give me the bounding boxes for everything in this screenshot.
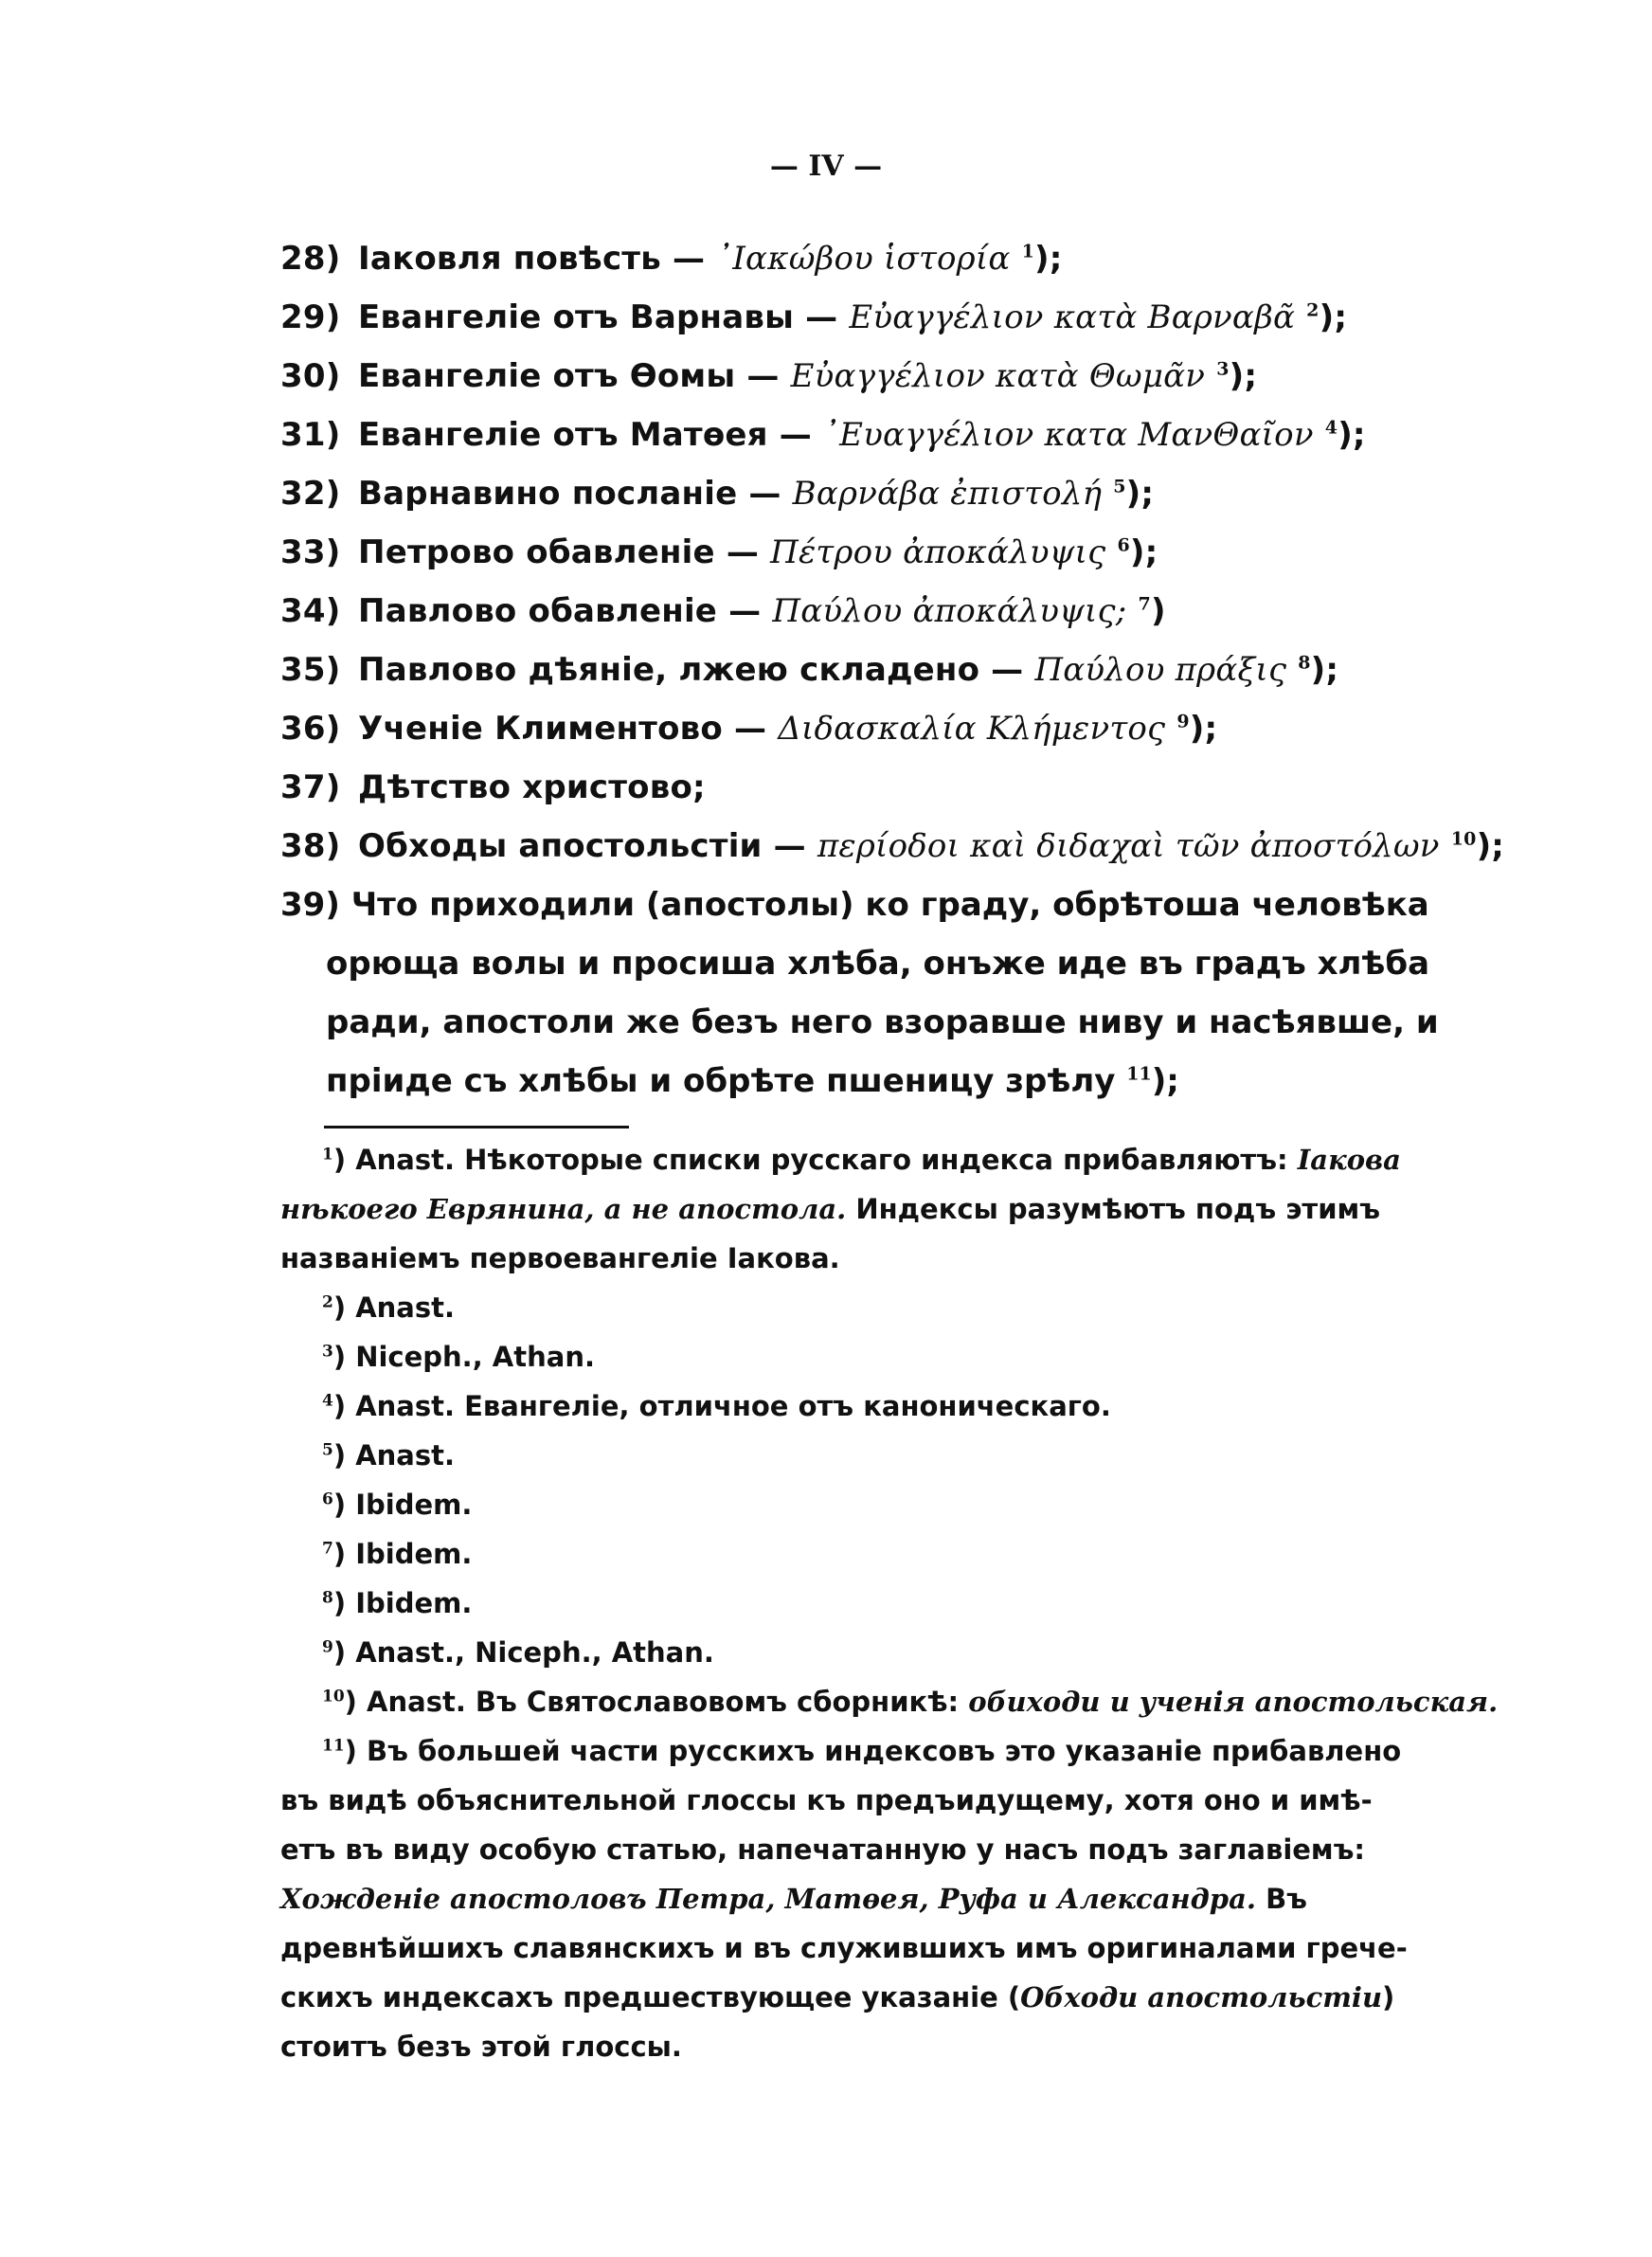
footnote-ref: 10 xyxy=(1450,828,1477,850)
footnote: $^7$) Ibidem. xyxy=(322,1538,473,1570)
footnote-ref: 5 xyxy=(1113,476,1126,497)
list-item: 37) Дѣтство христово; xyxy=(280,768,706,806)
list-item: 36) Ученiе Климентово — Διδασκαλία Κλήμεντος $^9$); xyxy=(280,710,1218,748)
list-item: 32) Варнавино посланiе — Βαρνάβα ἐπιστολή $^5$); xyxy=(280,475,1155,513)
list-item: 35) Павлово дѣянiе, лжею складено — Παύλου πράξις $^8$); xyxy=(280,651,1339,689)
footnote-ref: 8 xyxy=(1298,652,1311,674)
footnote: $^4$) Anast. Евангелiе, отличное отъ каноническаго. xyxy=(322,1390,1111,1422)
list-item-39: 39) Что приходили (апостолы) ко граду, обрѣтоша человѣка орюща волы и просиша хлѣба, онъже иде въ градъ хлѣба ради, апостоли же безъ него взоравше ниву и насѣявше, и прiиде съ хлѣбы и обрѣте пшеницу зрѣлу $^{11}$); xyxy=(280,886,1439,1100)
footnote: $^2$) Anast. xyxy=(322,1291,456,1324)
footnote-ref: 7 xyxy=(1138,593,1151,615)
list-item: 29) Евангелiе отъ Варнавы — Εὐαγγέλιον κατὰ Βαρναβᾶ $^2$); xyxy=(280,298,1348,336)
footnote: $^9$) Anast., Niceph., Athan. xyxy=(322,1636,714,1669)
footnote: $^{11}$) Въ большей части русскихъ индексовъ это указанiе прибавлено въ видѣ объяснительной глоссы къ предъидущему, хотя оно и имѣ- етъ въ виду особую статью, напечатанную у насъ подъ заглавiемъ: Хожденiе апостоловъ Петра, Матѳея, Руфа и Александра. Въ древнѣйшихъ славянскихъ и въ служившихъ имъ оригиналами грече- скихъ индексахъ предшествующее указанiе (Обходи апостольстiи) стоитъ безъ этой глоссы. xyxy=(280,1735,1408,2063)
list-item: 34) Павлово обавленiе — Παύλου ἀποκάλυψις; $^7$) xyxy=(280,592,1166,630)
list-item: 31) Евангелiе отъ Матѳея — ᾿Ευαγγέλιον κατα ΜανΘαῖον $^4$); xyxy=(280,416,1366,454)
list-item: 30) Евангелiе отъ Ѳомы — Εὐαγγέλιον κατὰ Θωμᾶν $^3$); xyxy=(280,357,1258,395)
page-number: — IV — xyxy=(769,150,883,183)
footnote-ref: 9 xyxy=(1176,711,1190,732)
footnote: $^8$) Ibidem. xyxy=(322,1587,473,1619)
list-item: 33) Петрово обавленiе — Πέτρου ἀποκάλυψις $^6$); xyxy=(280,533,1158,571)
index-list xyxy=(280,229,1505,1110)
footnote: $^6$) Ibidem. xyxy=(322,1489,473,1521)
list-item: 28) Iаковля повѣсть — ᾿Ιακώβου ἱστορία $^1$); xyxy=(280,240,1063,278)
footnote-ref: 6 xyxy=(1117,534,1130,556)
footnote-ref: 4 xyxy=(1324,417,1338,439)
footnote: $^3$) Niceph., Athan. xyxy=(322,1341,595,1373)
footnote-ref: 2 xyxy=(1306,299,1320,321)
footnote-ref: 11 xyxy=(1126,1063,1152,1085)
footnote: $^1$) Anast. Нѣкоторые списки русскаго индекса прибавляютъ: Iакова нѣкоего Еврянина, а не апостола. Индексы разумѣютъ подъ этимъ названiемъ первоевангелiе Iакова. xyxy=(280,1144,1401,1274)
footnote-divider xyxy=(324,1126,629,1128)
list-item: 38) Обходы апостольстiи — περίοδοι καὶ διδαχαὶ τῶν ἀποστόλων $^{10}$); xyxy=(280,827,1505,865)
footnote: $^{10}$) Anast. Въ Святославовомъ сборникѣ: обиходи и ученiя апостольская. xyxy=(322,1686,1499,1718)
footnote-ref: 1 xyxy=(1021,241,1034,262)
footnotes xyxy=(280,1135,1499,2071)
footnote: $^5$) Anast. xyxy=(322,1439,456,1472)
footnote-ref: 3 xyxy=(1216,358,1230,380)
